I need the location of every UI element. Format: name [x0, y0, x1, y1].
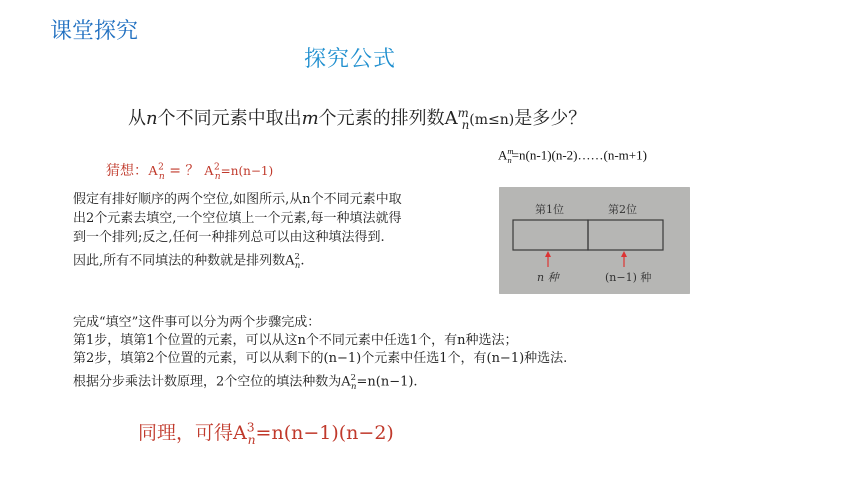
- question-part: 是多少？: [514, 108, 587, 129]
- subscript: n: [158, 171, 165, 182]
- guess-eq: = ？: [164, 163, 204, 179]
- superscript: m: [457, 106, 469, 120]
- superscript: 2: [214, 162, 220, 173]
- question-part: 个不同元素中取出: [157, 108, 302, 129]
- step-2: 第2步，填第2个位置的元素，可以从剩下的(n−1)个元素中任选1个，有(n−1)种选法.: [73, 351, 568, 366]
- header-title: 课堂探究: [50, 19, 139, 44]
- step-1: 第1步，填第1个位置的元素，可以从这n个不同元素中任选1个，有n种选法；: [73, 333, 518, 348]
- subscript: n: [214, 171, 221, 182]
- permutation-formula: [498, 146, 647, 165]
- slot-1-count: n 种: [537, 271, 559, 284]
- explanation-line: 到一个排列;反之,任何一种排列总可以由这种填法得到.: [73, 230, 385, 245]
- slots-diagram: [499, 187, 690, 294]
- step-3: 根据分步乘法计数原理，2个空位的填法种数为$A^2_n=n(n-1)$.: [73, 372, 418, 391]
- guess-line: [106, 160, 273, 182]
- symbol-A: A: [203, 164, 214, 179]
- steps-intro: 完成“填空”这件事可以分为两个步骤完成：: [73, 315, 321, 330]
- explanation-line: 假定有排好顺序的两个空位,如图所示,从n个不同元素中取: [73, 192, 402, 207]
- question-part: 个元素的排列数A: [318, 108, 458, 129]
- question-text: [128, 104, 586, 132]
- explanation-paragraph: [73, 190, 493, 275]
- slot-2-count: (n−1) 种: [605, 271, 652, 284]
- superscript: 2: [158, 162, 164, 173]
- steps-paragraph: [73, 314, 793, 395]
- guess-label: 猜想：: [106, 163, 148, 179]
- conclusion-text: 同理，可得$A^3_n=n(n-1)(n-2)$: [138, 420, 394, 447]
- var-m: m: [301, 108, 319, 129]
- var-n: n: [146, 108, 158, 129]
- condition: (m≤n): [469, 112, 515, 128]
- slot-2-label: 第2位: [608, 203, 637, 216]
- superscript: m: [507, 146, 514, 156]
- formula-rest: =n(n-1)(n-2)……(n-m+1): [511, 147, 647, 163]
- section-title: 探究公式: [304, 47, 397, 72]
- subscript: n: [461, 117, 470, 132]
- subscript: n: [507, 154, 512, 165]
- slots-figure-photo: [499, 187, 690, 294]
- guess-result: =n(n−1): [220, 164, 274, 178]
- explanation-line: 因此,所有不同填法的种数就是排列数$A^2_n$.: [73, 251, 305, 270]
- slot-1-label: 第1位: [535, 203, 564, 216]
- question-part: 从: [128, 108, 146, 129]
- explanation-line: 出2个元素去填空,一个空位填上一个元素,每一种填法就得: [73, 211, 402, 226]
- symbol-A: A: [498, 147, 508, 163]
- symbol-A: A: [148, 164, 159, 179]
